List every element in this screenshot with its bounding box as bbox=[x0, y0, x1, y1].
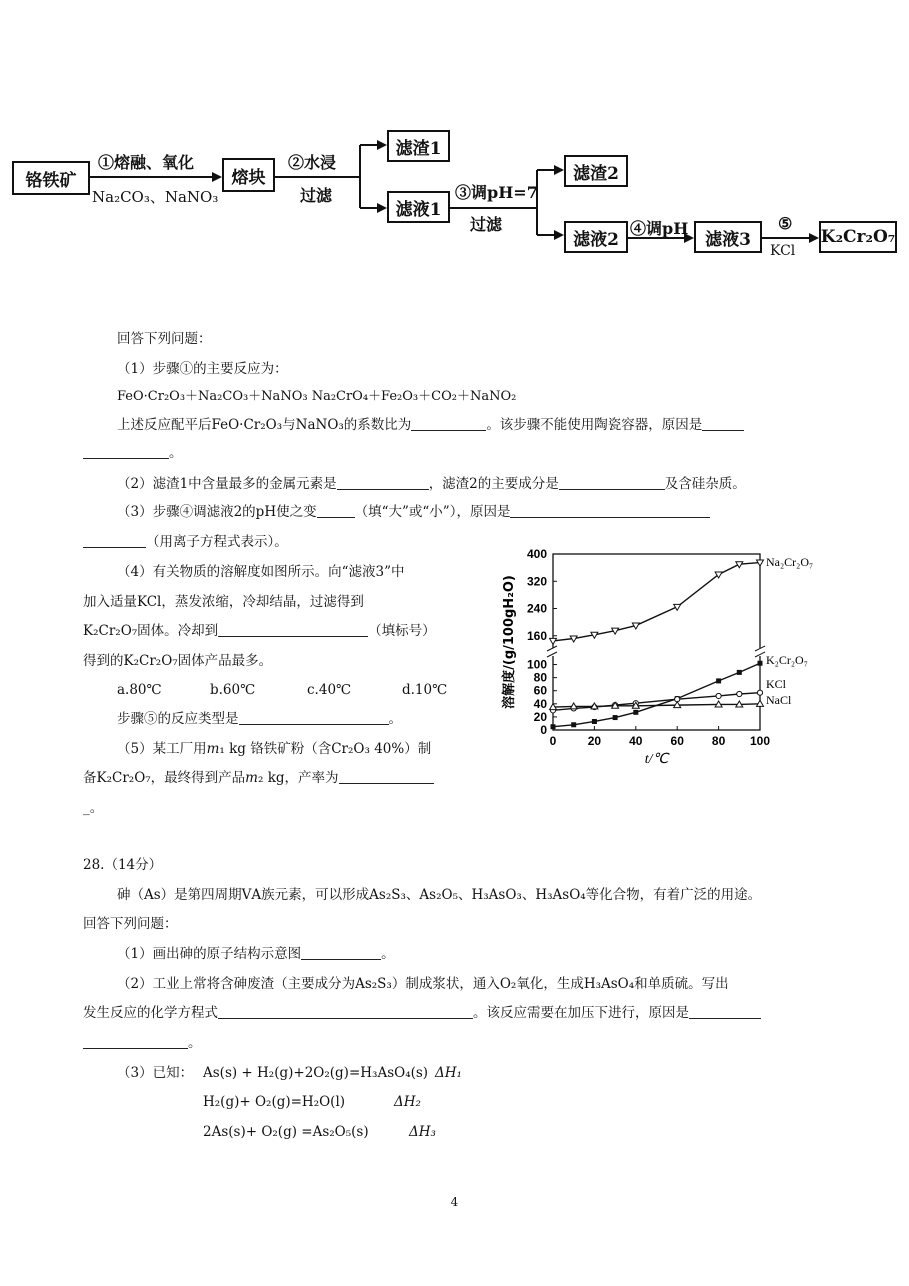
axis-break-mark bbox=[755, 646, 765, 657]
q4-text-5end: 。 bbox=[388, 711, 402, 727]
data-point bbox=[613, 715, 618, 720]
answer-blank[interactable] bbox=[702, 416, 744, 431]
data-point bbox=[715, 701, 722, 707]
q2-line bbox=[117, 475, 746, 493]
q4-line-3 bbox=[83, 622, 436, 640]
answer-blank[interactable] bbox=[411, 416, 486, 431]
q5-line-1 bbox=[117, 740, 431, 758]
series-line bbox=[553, 663, 760, 726]
q5-m1: m bbox=[206, 741, 220, 757]
q28-part-2-line-2 bbox=[83, 1004, 761, 1022]
answer-blank[interactable] bbox=[689, 1004, 761, 1019]
data-point bbox=[674, 604, 681, 610]
y-tick-label: 80 bbox=[533, 670, 547, 685]
q1-stem: （1）步骤①的主要反应为： bbox=[117, 361, 288, 377]
q4-line-1: （4）有关物质的溶解度如图所示。向“滤液3”中 bbox=[117, 564, 405, 580]
data-point bbox=[612, 628, 619, 634]
data-point bbox=[550, 638, 557, 644]
q28-a-end: 。 bbox=[381, 946, 395, 962]
step5-reagent: KCl bbox=[770, 243, 796, 259]
data-point bbox=[570, 636, 577, 642]
box-melt: 熔块 bbox=[222, 158, 275, 192]
q4-line-4: 得到的K₂Cr₂O₇固体产品最多。 bbox=[83, 653, 273, 669]
y-tick-label: 60 bbox=[533, 683, 547, 698]
answer-blank[interactable] bbox=[301, 945, 381, 960]
x-tick-label: 0 bbox=[549, 734, 557, 748]
data-point bbox=[591, 703, 598, 709]
data-point bbox=[757, 690, 762, 695]
step1-reagents: Na₂CO₃、NaNO₃ bbox=[92, 188, 219, 206]
box-filtrate-3: 滤液3 bbox=[694, 221, 762, 253]
answer-blank[interactable] bbox=[83, 1034, 188, 1049]
y-tick-label: 240 bbox=[526, 601, 547, 616]
series-label: K₂Cr₂O₇ bbox=[766, 653, 808, 667]
q28-eq-2-dh: ΔH₂ bbox=[394, 1094, 421, 1110]
box-residue-1: 滤渣1 bbox=[387, 130, 450, 162]
data-point bbox=[736, 701, 743, 707]
data-point bbox=[716, 678, 721, 683]
q3-line bbox=[117, 503, 710, 521]
data-point bbox=[633, 710, 638, 715]
answer-blank[interactable] bbox=[510, 503, 710, 518]
q4-option-d: d.10℃ bbox=[402, 682, 448, 698]
data-point bbox=[674, 702, 681, 708]
box-chromite-ore: 铬铁矿 bbox=[12, 161, 90, 195]
q28-heading: 28.（14分） bbox=[83, 857, 163, 873]
q28-eq-1-dh: ΔH₁ bbox=[435, 1065, 462, 1081]
data-point bbox=[592, 704, 597, 709]
q28-a-text: （1）画出砷的原子结构示意图 bbox=[117, 946, 302, 962]
series-label: KCl bbox=[766, 677, 787, 691]
q28-b2a: 发生反应的化学方程式 bbox=[83, 1005, 218, 1021]
answer-blank[interactable] bbox=[218, 1004, 473, 1019]
axis-break-gap bbox=[756, 648, 764, 656]
series-label: NaCl bbox=[766, 693, 792, 707]
x-axis-label: t/℃ bbox=[644, 752, 669, 767]
q4-text-3b: （填标号） bbox=[368, 623, 436, 639]
data-point bbox=[757, 560, 764, 566]
y-tick-label: 100 bbox=[526, 657, 547, 672]
q4-text-5: 步骤⑤的反应类型是 bbox=[117, 711, 239, 727]
answer-blank[interactable] bbox=[337, 475, 429, 490]
q28-line-2: 回答下列问题： bbox=[83, 916, 178, 932]
q4-option-a: a.80℃ bbox=[117, 682, 162, 698]
q5-line-3: _。 bbox=[83, 800, 104, 816]
data-point bbox=[551, 724, 556, 729]
data-point bbox=[675, 696, 680, 701]
box-filtrate-1: 滤液1 bbox=[387, 191, 450, 223]
series-line bbox=[553, 693, 760, 711]
step5-label: ⑤ bbox=[778, 214, 793, 233]
q28-eq-2: H₂(g)+ O₂(g)=H₂O(l) bbox=[203, 1094, 346, 1110]
data-point bbox=[737, 670, 742, 675]
step1-label: ①熔融、氧化 bbox=[98, 153, 195, 172]
q1-equation: FeO·Cr₂O₃＋Na₂CO₃＋NaNO₃ Na₂CrO₄＋Fe₂O₃＋CO₂＋NaNO₂ bbox=[117, 389, 517, 404]
q28-part-2-line-3 bbox=[83, 1034, 202, 1052]
data-point bbox=[736, 562, 743, 568]
q28-line-1: 砷（As）是第四周期ⅤA族元素，可以形成As₂S₃、As₂O₅、H₃AsO₃、H₃AsO₄等化合物，有着广泛的用途。 bbox=[117, 887, 762, 903]
q5-line-2 bbox=[83, 769, 434, 787]
x-tick-label: 80 bbox=[711, 734, 726, 748]
answer-blank[interactable] bbox=[83, 444, 169, 459]
q4-line-5 bbox=[117, 710, 402, 728]
y-tick-label: 400 bbox=[526, 547, 547, 561]
data-point bbox=[571, 722, 576, 727]
q2-text-c: 及含硅杂质。 bbox=[664, 476, 746, 492]
q1-text-c: 。 bbox=[169, 445, 183, 461]
q3-line-2 bbox=[83, 533, 288, 551]
q28-b2b: 。该反应需要在加压下进行，原因是 bbox=[473, 1005, 689, 1021]
step2-sub: 过滤 bbox=[300, 186, 333, 205]
y-tick-label: 320 bbox=[526, 574, 547, 589]
answer-blank[interactable] bbox=[83, 533, 146, 548]
q28-eq-3-dh: ΔH₃ bbox=[409, 1124, 436, 1140]
q3-text-c: （用离子方程式表示）。 bbox=[146, 534, 288, 550]
data-point bbox=[737, 691, 742, 696]
q1-text-b: 。该步骤不能使用陶瓷容器，原因是 bbox=[486, 417, 703, 433]
step3-label: ③调pH=7 bbox=[455, 183, 538, 202]
step3-sub: 过滤 bbox=[470, 215, 503, 234]
q5-text-1a: （5）某工厂用 bbox=[117, 741, 207, 757]
q5-text-2b: ₂ kg，产率为 bbox=[257, 770, 339, 786]
data-point bbox=[571, 706, 576, 711]
y-tick-label: 40 bbox=[533, 696, 547, 711]
q3-text-a: （3）步骤④调滤液2的pH使之变 bbox=[117, 504, 317, 520]
q5-text-1b: ₁ kg 铬铁矿粉（含Cr₂O₃ 40%）制 bbox=[219, 741, 432, 757]
q4-option-c: c.40℃ bbox=[307, 682, 352, 698]
x-tick-label: 20 bbox=[587, 734, 602, 748]
axis-break-mark bbox=[547, 646, 557, 657]
box-filtrate-2: 滤液2 bbox=[564, 221, 628, 253]
q28-eq-3: 2As(s)+ O₂(g) =As₂O₅(s) bbox=[203, 1124, 369, 1140]
intro-text: 回答下列问题： bbox=[117, 331, 212, 347]
q5-text-2a: 备K₂Cr₂O₇，最终得到产品 bbox=[83, 770, 246, 786]
data-point bbox=[570, 703, 577, 709]
data-point bbox=[757, 700, 764, 706]
data-point bbox=[632, 702, 639, 708]
y-tick-label: 20 bbox=[533, 709, 547, 724]
x-tick-label: 60 bbox=[670, 734, 684, 748]
x-tick-label: 100 bbox=[749, 734, 771, 748]
q2-text-a: （2）滤渣1中含量最多的金属元素是 bbox=[117, 476, 337, 492]
chart-frame bbox=[553, 554, 760, 730]
step4-label: ④调pH bbox=[630, 219, 689, 238]
answer-blank[interactable] bbox=[218, 622, 368, 637]
data-point bbox=[612, 702, 619, 708]
y-tick-label: 160 bbox=[526, 628, 547, 643]
data-point bbox=[592, 719, 597, 724]
data-point bbox=[613, 703, 618, 708]
q1-text-a: 上述反应配平后FeO·Cr₂O₃与NaNO₃的系数比为 bbox=[117, 417, 412, 433]
data-point bbox=[632, 623, 639, 629]
data-point bbox=[716, 693, 721, 698]
q1-line bbox=[117, 416, 744, 434]
q5-m2: m bbox=[245, 770, 258, 786]
x-tick-label: 40 bbox=[629, 734, 643, 748]
q28-part-3-head: （3）已知： bbox=[117, 1065, 194, 1081]
y-axis-label: 溶解度/(g/100gH₂O) bbox=[502, 575, 517, 709]
y-tick-label: 0 bbox=[540, 723, 547, 737]
series-line bbox=[553, 563, 760, 641]
q28-part-2: （2）工业上常将含砷废渣（主要成分为As₂S₃）制成浆状，通入O₂氧化，生成H₃AsO₄和单质硫。写出 bbox=[117, 976, 729, 992]
series-line bbox=[553, 704, 760, 707]
q2-text-b: ，滤渣2的主要成分是 bbox=[428, 476, 559, 492]
q28-eq-1: As(s) + H₂(g)+2O₂(g)=H₃AsO₄(s) bbox=[203, 1065, 429, 1081]
box-residue-2: 滤渣2 bbox=[564, 155, 628, 187]
q1-line-2 bbox=[83, 444, 183, 462]
data-point bbox=[550, 704, 557, 710]
data-point bbox=[675, 697, 680, 702]
data-point bbox=[715, 572, 722, 578]
data-point bbox=[758, 661, 763, 666]
axis-break-gap bbox=[549, 648, 557, 656]
q4-option-b: b.60℃ bbox=[210, 682, 256, 698]
answer-blank[interactable] bbox=[559, 475, 665, 490]
box-product: K₂Cr₂O₇ bbox=[819, 221, 897, 253]
answer-blank[interactable] bbox=[317, 503, 355, 518]
answer-blank[interactable] bbox=[239, 710, 389, 725]
q28-part-1 bbox=[117, 945, 395, 963]
q4-line-2: 加入适量KCl，蒸发浓缩，冷却结晶，过滤得到 bbox=[83, 594, 364, 610]
series-label: Na₂Cr₂O₇ bbox=[766, 555, 814, 569]
data-point bbox=[550, 708, 555, 713]
data-point bbox=[633, 701, 638, 706]
q4-text-3a: K₂Cr₂O₇固体。冷却到 bbox=[83, 623, 219, 639]
answer-blank[interactable] bbox=[339, 769, 434, 784]
q28-b3: 。 bbox=[188, 1035, 202, 1051]
data-point bbox=[591, 632, 598, 638]
q3-text-b: （填“大”或“小”），原因是 bbox=[354, 504, 511, 520]
page-number: 4 bbox=[450, 1195, 459, 1209]
step2-label: ②水浸 bbox=[288, 153, 337, 172]
